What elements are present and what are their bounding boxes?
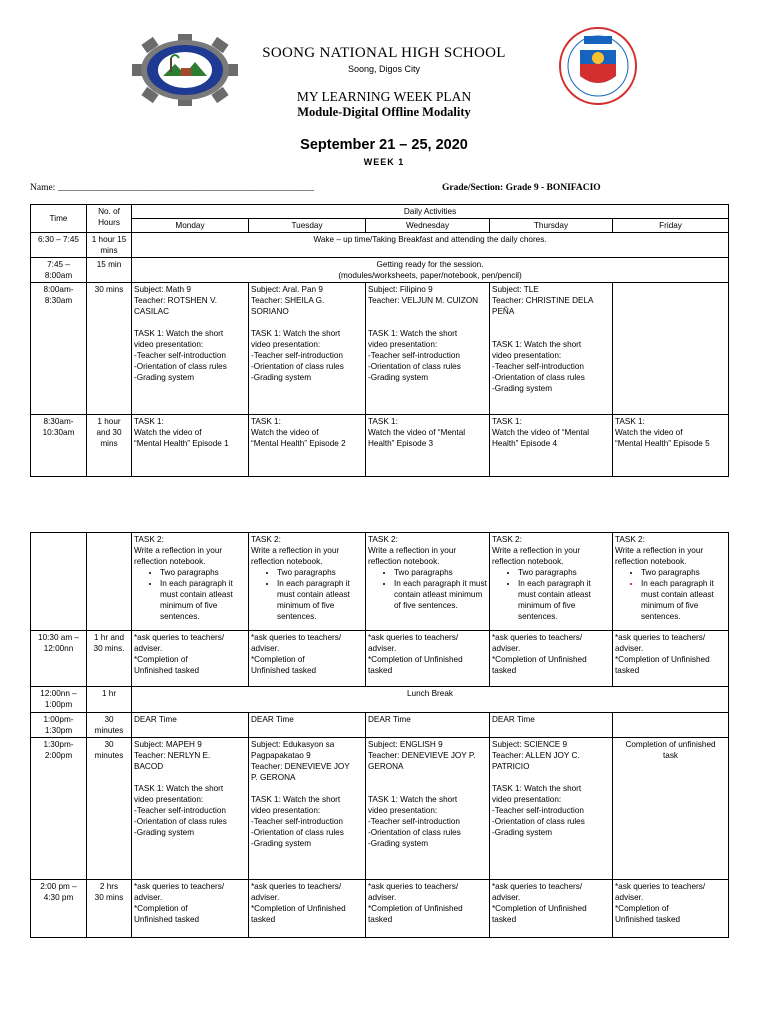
table-row xyxy=(31,880,729,938)
friday-cell: *ask queries to teachers/ adviser. *Completion of Unfinished tasked xyxy=(613,631,729,687)
friday-cell: *ask queries to teachers/ adviser. *Completion of Unfinished tasked xyxy=(613,880,729,938)
time-cell: 10:30 am – 12:00nn xyxy=(31,631,87,687)
plan-subtitle: Module-Digital Offline Modality xyxy=(297,105,471,119)
plan-title: MY LEARNING WEEK PLAN xyxy=(296,89,472,104)
wednesday-cell xyxy=(366,533,490,631)
bullet-two-paragraphs: • Two paragraphs xyxy=(641,567,726,578)
wednesday-cell: Subject: Filipino 9 Teacher: VELJUN M. CUIZON TASK 1: Watch the short video presentation: -Teacher self-introduction -Orientation of class rules -Grading system xyxy=(366,283,490,415)
hours-cell: 1 hr xyxy=(87,687,132,713)
table-row xyxy=(31,283,729,415)
tuesday-cell: *ask queries to teachers/ adviser. *Completion of Unfinished tasked xyxy=(249,880,366,938)
schedule-table-upper xyxy=(30,204,729,477)
task2-title: TASK 2: xyxy=(134,535,164,544)
time-cell: 8:00am- 8:30am xyxy=(31,283,87,415)
task2-text: Write a reflection in your reflection notebook. xyxy=(492,546,581,566)
friday-cell xyxy=(613,283,729,415)
hours-cell: 15 min xyxy=(87,258,132,283)
time-cell: 8:30am- 10:30am xyxy=(31,415,87,477)
bullet-five-sentences: • In each paragraph it must contain atleast minimum of five sentences. xyxy=(394,578,487,611)
friday-cell xyxy=(613,713,729,738)
wednesday-cell: Subject: ENGLISH 9 Teacher: DENEVIEVE JOY P. GERONA TASK 1: Watch the short video presentation: -Teacher self-introduction -Orientation of class rules -Grading system xyxy=(366,738,490,880)
bullet-two-paragraphs: • Two paragraphs xyxy=(518,567,610,578)
header-thursday: Thursday xyxy=(490,219,613,233)
date-range: September 21 – 25, 2020 xyxy=(300,137,468,153)
thursday-cell: TASK 1: Watch the video of “Mental Health” Episode 4 xyxy=(490,415,613,477)
monday-cell: TASK 1: Watch the video of “Mental Health” Episode 1 xyxy=(132,415,249,477)
time-cell: 12:00nn – 1:00pm xyxy=(31,687,87,713)
hours-cell xyxy=(87,533,132,631)
time-cell: 6:30 – 7:45 xyxy=(31,233,87,258)
time-cell: 1:00pm- 1:30pm xyxy=(31,713,87,738)
task2-title: TASK 2: xyxy=(251,535,281,544)
header-friday: Friday xyxy=(613,219,729,233)
activity-cell: Getting ready for the session. (modules/worksheets, paper/notebook, pen/pencil) xyxy=(132,258,729,283)
table-row xyxy=(31,713,729,738)
bullet-five-sentences: • In each paragraph it must contain atleast minimum of five sentences. xyxy=(160,578,246,622)
monday-cell xyxy=(132,533,249,631)
task2-text: Write a reflection in your reflection notebook. xyxy=(368,546,457,566)
header-time: Time xyxy=(31,205,87,233)
wednesday-cell: DEAR Time xyxy=(366,713,490,738)
table-row xyxy=(31,258,729,283)
bullet-two-paragraphs: • Two paragraphs xyxy=(160,567,246,578)
task2-title: TASK 2: xyxy=(615,535,645,544)
task2-text: Write a reflection in your reflection notebook. xyxy=(251,546,340,566)
thursday-cell: *ask queries to teachers/ adviser. *Completion of Unfinished tasked xyxy=(490,631,613,687)
time-cell: 7:45 – 8:00am xyxy=(31,258,87,283)
time-cell xyxy=(31,533,87,631)
wednesday-cell: TASK 1: Watch the video of “Mental Health” Episode 3 xyxy=(366,415,490,477)
task2-text: Write a reflection in your reflection notebook. xyxy=(134,546,223,566)
bullet-five-sentences: • In each paragraph it must contain atleast minimum of five sentences. xyxy=(277,578,363,622)
grade-section xyxy=(442,183,601,193)
header-tuesday: Tuesday xyxy=(249,219,366,233)
hours-cell: 30 minutes xyxy=(87,738,132,880)
hours-cell: 1 hour 15 mins xyxy=(87,233,132,258)
school-name: SOONG NATIONAL HIGH SCHOOL xyxy=(262,45,506,61)
header-hours: No. of Hours xyxy=(87,205,132,233)
thursday-cell: *ask queries to teachers/ adviser. *Completion of Unfinished tasked xyxy=(490,880,613,938)
school-address: Soong, Digos City xyxy=(347,64,421,74)
bullet-five-sentences: • In each paragraph it must contain atleast minimum of five sentences. xyxy=(641,578,726,622)
friday-cell: Completion of unfinished task xyxy=(613,738,729,880)
friday-cell: TASK 1: Watch the video of “Mental Health” Episode 5 xyxy=(613,415,729,477)
thursday-cell: DEAR Time xyxy=(490,713,613,738)
table-row xyxy=(31,415,729,477)
tuesday-cell: TASK 1: Watch the video of “Mental Health” Episode 2 xyxy=(249,415,366,477)
table-row xyxy=(31,738,729,880)
bullet-two-paragraphs: • Two paragraphs xyxy=(394,567,487,578)
hours-cell: 1 hour and 30 mins xyxy=(87,415,132,477)
time-cell: 2:00 pm – 4:30 pm xyxy=(31,880,87,938)
header-wednesday: Wednesday xyxy=(366,219,490,233)
tuesday-cell: *ask queries to teachers/ adviser. *Completion of Unfinished tasked xyxy=(249,631,366,687)
header-monday: Monday xyxy=(132,219,249,233)
bullet-two-paragraphs: • Two paragraphs xyxy=(277,567,363,578)
grade-section-value: Grade 9 - BONIFACIO xyxy=(505,183,601,193)
lunch-break-cell: Lunch Break xyxy=(132,687,729,713)
table-row xyxy=(31,687,729,713)
time-cell: 1:30pm- 2:00pm xyxy=(31,738,87,880)
table-row xyxy=(31,233,729,258)
monday-cell: *ask queries to teachers/ adviser. *Completion of Unfinished tasked xyxy=(132,880,249,938)
name-field: Name: ______________________________________________________ xyxy=(30,183,315,193)
thursday-cell xyxy=(490,533,613,631)
hours-cell: 1 hr and 30 mins. xyxy=(87,631,132,687)
header-daily-activities: Daily Activities xyxy=(132,205,729,219)
activity-cell: Wake – up time/Taking Breakfast and attending the daily chores. xyxy=(132,233,729,258)
bullet-five-sentences: • In each paragraph it must contain atleast minimum of five sentences. xyxy=(518,578,610,622)
tuesday-cell: Subject: Edukasyon sa Pagpapakatao 9 Teacher: DENEVIEVE JOY P. GERONA TASK 1: Watch the short video presentation: -Teacher self-introduction -Orientation of class rules -Grading system xyxy=(249,738,366,880)
task2-title: TASK 2: xyxy=(492,535,522,544)
task2-title: TASK 2: xyxy=(368,535,398,544)
monday-cell: *ask queries to teachers/ adviser. *Completion of Unfinished tasked xyxy=(132,631,249,687)
table-row xyxy=(31,631,729,687)
hours-cell: 2 hrs 30 mins xyxy=(87,880,132,938)
monday-cell: DEAR Time xyxy=(132,713,249,738)
thursday-cell: Subject: SCIENCE 9 Teacher: ALLEN JOY C. PATRICIO TASK 1: Watch the short video presentation: -Teacher self-introduction -Orientation of class rules -Grading system xyxy=(490,738,613,880)
hours-cell: 30 minutes xyxy=(87,713,132,738)
monday-cell: Subject: MAPEH 9 Teacher: NERLYN E. BACOD TASK 1: Watch the short video presentation: -Teacher self-introduction -Orientation of class rules -Grading system xyxy=(132,738,249,880)
friday-cell xyxy=(613,533,729,631)
task2-text: Write a reflection in your reflection notebook. xyxy=(615,546,704,566)
tuesday-cell xyxy=(249,533,366,631)
thursday-cell: Subject: TLE Teacher: CHRISTINE DELA PEÑA TASK 1: Watch the short video presentation: -Teacher self-introduction -Orientation of class rules -Grading system xyxy=(490,283,613,415)
grade-section-label: Grade/Section: xyxy=(442,183,504,193)
tuesday-cell: Subject: Aral. Pan 9 Teacher: SHEILA G. SORIANO TASK 1: Watch the short video presentation: -Teacher self-introduction -Orientation of class rules -Grading system xyxy=(249,283,366,415)
wednesday-cell: *ask queries to teachers/ adviser. *Completion of Unfinished tasked xyxy=(366,880,490,938)
tuesday-cell: DEAR Time xyxy=(249,713,366,738)
wednesday-cell: *ask queries to teachers/ adviser. *Completion of Unfinished tasked xyxy=(366,631,490,687)
hours-cell: 30 mins xyxy=(87,283,132,415)
schedule-table-lower xyxy=(30,532,729,938)
monday-cell: Subject: Math 9 Teacher: ROTSHEN V. CASILAC TASK 1: Watch the short video presentation: -Teacher self-introduction -Orientation of class rules -Grading system xyxy=(132,283,249,415)
week-label: WEEK 1 xyxy=(363,157,405,167)
table-row xyxy=(31,533,729,631)
